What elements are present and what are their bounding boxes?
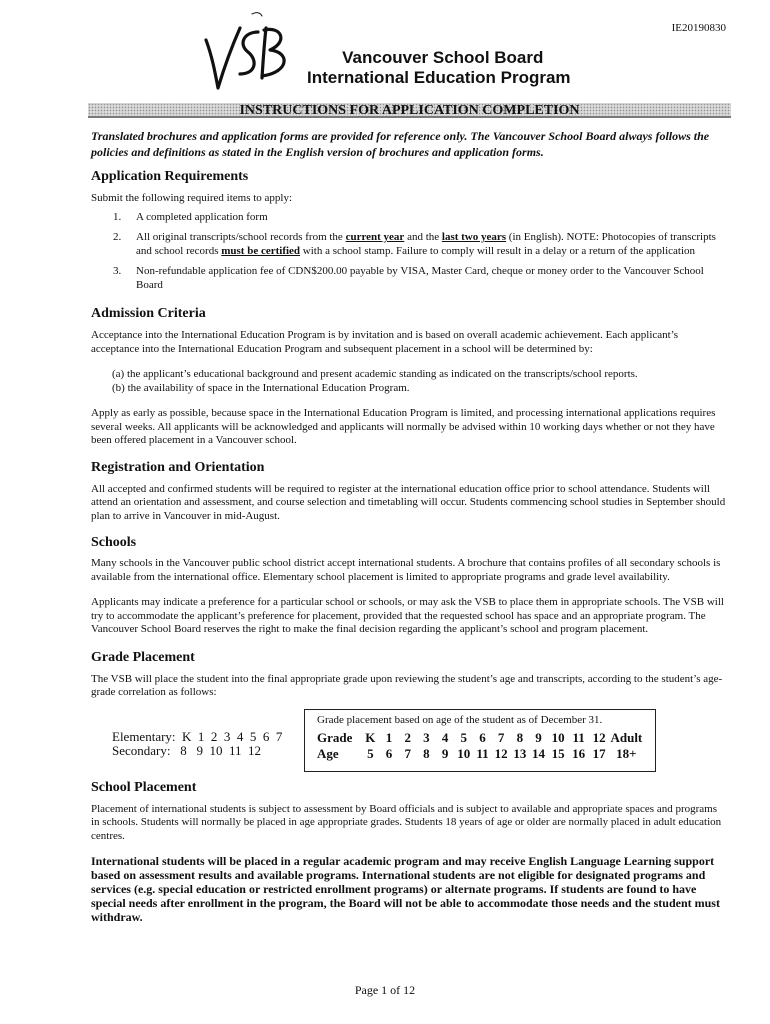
grade-cell: 1 — [385, 729, 393, 745]
schools-paragraph: Applicants may indicate a preference for a particular school or schools, or may ask the VSB to place them in appropriate schools. The VSB will try to accommodate the applicant’s preference for placement, provided that the requested school has space and an appropriate program. The Vancouver School Board reserves the right to make the final decision regarding the applicant’s school and program placement. — [91, 596, 724, 635]
grade-row-label: Grade — [317, 729, 353, 745]
requirement-item: 2. All original transcripts/school records from the current year and the last two years (in English). NOTE: Photocopies of transcripts and school records must be certified with a school stamp. Failure to comply will result in a delay or a return of the application — [113, 231, 716, 257]
grade-row — [317, 730, 655, 745]
registration-paragraph: All accepted and confirmed students will be required to register at the international education office prior to school attendance. Students will attend an orientation and assessment, and course selection and timetabling will occur. Students commencing school studies in September should plan to arrive in Vancouver in mid-August. — [91, 482, 726, 522]
instructions-banner: INSTRUCTIONS FOR APPLICATION COMPLETION — [88, 103, 731, 118]
age-cell: 16 — [572, 745, 586, 761]
age-cell: 12 — [494, 745, 508, 761]
level-ranges — [112, 730, 282, 759]
admission-criterion-a: (a) the applicant’s educational background and present academic standing as indicated on the transcripts/school reports. — [112, 368, 638, 380]
heading-admission-criteria: Admission Criteria — [91, 306, 206, 321]
age-cell: 6 — [385, 745, 393, 761]
requirement-item: 3. Non-refundable application fee of CDN$200.00 payable by VISA, Master Card, cheque or money order to the Vancouver School Board — [113, 265, 704, 291]
grade-cell: Adult — [610, 729, 643, 745]
document-body — [91, 129, 727, 924]
heading-grade-placement: Grade Placement — [91, 649, 195, 665]
age-cell: 14 — [532, 745, 546, 761]
org-name: Vancouver School Board — [342, 48, 544, 67]
grade-cell: K — [365, 729, 376, 745]
grade-cell: 10 — [551, 729, 565, 745]
document-code: IE20190830 — [671, 22, 726, 34]
translation-note: Translated brochures and application forms are provided for reference only. The Vancouver School Board always follows the policies and definitions as stated in the English version of brochures and application forms. — [91, 129, 710, 159]
age-cell: 5 — [367, 745, 374, 761]
age-cell: 13 — [513, 745, 527, 761]
requirements-list — [91, 211, 727, 293]
grade-cell: 11 — [572, 729, 585, 745]
organization-title — [307, 48, 571, 88]
age-row — [317, 746, 655, 761]
heading-registration-orientation: Registration and Orientation — [91, 459, 265, 475]
admission-criterion-b: (b) the availability of space in the International Education Program. — [112, 381, 410, 394]
grade-cell: 4 — [441, 729, 449, 745]
admission-paragraph: Apply as early as possible, because space in the International Education Program is limited, and processing international applications requires several weeks. All applicants will be acknowledged and applicants will normally be advised within 10 working days whether or not they have been offered placement in a Vancouver school. — [91, 407, 716, 446]
age-cell: 15 — [551, 745, 565, 761]
grade-cell: 5 — [460, 729, 468, 745]
grade-cell: 9 — [535, 729, 542, 745]
school-placement-paragraph: Placement of international students is subject to assessment by Board officials and is subject to available and appropriate spaces and programs in schools. Students will normally be placed in age appropriate grades. Students 18 years of age or older are normally placed in adult education centres. — [91, 802, 722, 842]
secondary-range: Secondary: 8 9 10 11 12 — [112, 743, 261, 758]
grade-placement-section — [91, 709, 727, 771]
requirements-lead: Submit the following required items to apply: — [91, 192, 293, 204]
vsb-logo — [200, 10, 296, 94]
age-cell: 18+ — [616, 745, 637, 761]
grade-cell: 7 — [497, 729, 505, 745]
keyword-last-two-years: last two years — [441, 231, 507, 243]
grade-placement-paragraph: The VSB will place the student into the final appropriate grade upon reviewing the student’s age and transcripts, according to the student’s age-grade correlation as follows: — [91, 672, 723, 698]
grade-cell: 8 — [516, 729, 524, 745]
age-cell: 8 — [423, 745, 430, 761]
age-cell: 11 — [476, 745, 489, 761]
requirement-item: 1. A completed application form — [113, 210, 268, 223]
age-cell: 17 — [592, 745, 606, 761]
age-cell: 10 — [457, 745, 471, 761]
elementary-range: Elementary: K 1 2 3 4 5 6 7 — [112, 728, 283, 744]
keyword-current-year: current year — [345, 231, 405, 243]
age-row-label: Age — [317, 745, 339, 761]
grade-cell: 6 — [479, 729, 486, 745]
grade-cell: 3 — [423, 729, 430, 745]
keyword-must-be-certified: must be certified — [221, 244, 301, 257]
school-placement-notice: International students will be placed in a regular academic program and may receive English Language Learning support based on assessment results and available programs. International students are not eligible for designated programs and services (e.g. special education or restricted enrollment programs) or alternate programs. If students are found to have special needs after enrollment in the program, the Board will not be able to accommodate those needs and the student must withdraw. — [91, 854, 720, 924]
grade-cell: 2 — [404, 729, 411, 745]
grade-cell: 12 — [592, 729, 606, 745]
age-cell: 7 — [404, 745, 411, 761]
heading-application-requirements: Application Requirements — [91, 169, 249, 184]
age-cell: 9 — [441, 745, 449, 761]
admission-paragraph: Acceptance into the International Education Program is by invitation and is based on overall academic achievement. Each applicant’s acceptance into the International Education Program and subsequent placement in a school will be determined by: — [91, 329, 679, 355]
grade-table-caption: Grade placement based on age of the student as of December 31. — [317, 713, 603, 726]
page-number: Page 1 of 12 — [354, 983, 416, 997]
grade-age-table — [304, 709, 656, 772]
schools-paragraph: Many schools in the Vancouver public school district accept international students. A brochure that contains profiles of all secondary schools is available from the international office. Elementary school placement is limited to appropriate programs and grade level availability. — [91, 557, 721, 583]
heading-schools: Schools — [91, 535, 137, 550]
program-name: International Education Program — [307, 68, 571, 87]
heading-school-placement: School Placement — [91, 779, 197, 795]
